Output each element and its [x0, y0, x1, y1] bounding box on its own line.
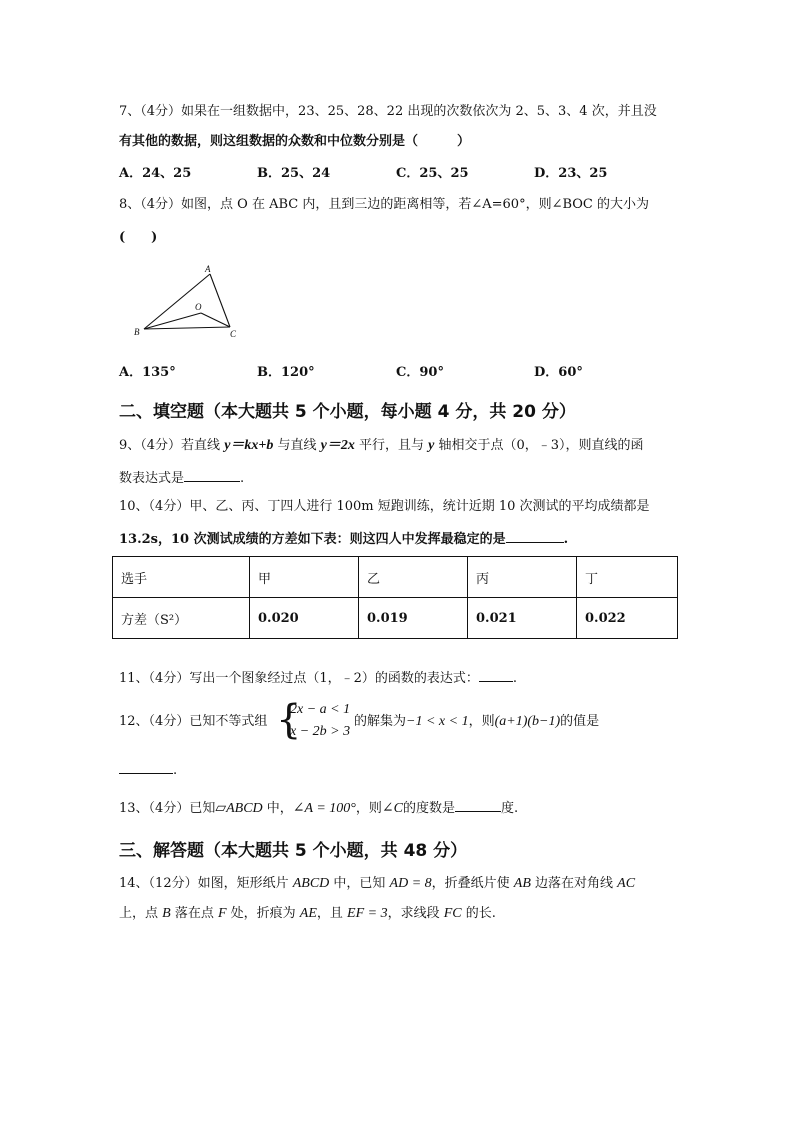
triangle-figure — [130, 262, 250, 342]
q12-brace: { — [276, 697, 302, 743]
q12-suffix: 的值是 — [560, 714, 600, 729]
q14-text: 落在点 — [170, 906, 218, 921]
q14-text: 上，点 — [119, 906, 163, 921]
segment-bo — [144, 313, 201, 329]
q14-text: 的长. — [461, 906, 496, 921]
q12-range: −1 < x < 1 — [406, 714, 469, 729]
q14-math: AC — [617, 876, 636, 891]
table-header-cell: 选手 — [113, 557, 250, 598]
q11-end: . — [512, 671, 517, 686]
section-2-title: 二、填空题（本大题共 5 个小题，每小题 4 分，共 20 分） — [119, 402, 576, 422]
q14-line2 — [119, 904, 496, 924]
q12-line2 — [119, 759, 177, 781]
q7-line1: 7、（4分）如果在一组数据中，23、25、28、22 出现的次数依次为 2、5、3、4 次，并且没 — [119, 104, 657, 119]
q13-angle-a: ∠A = 100° — [292, 801, 356, 816]
q12-answer-blank — [119, 759, 173, 774]
q9-y-variable: y — [428, 438, 435, 453]
q13-mid: 中， — [262, 801, 293, 816]
q11-text: 11、（4分）写出一个图象经过点（1，﹣2）的函数的表达式： — [119, 671, 479, 686]
q8-line1: 8、（4分）如图，点 O 在 ABC 内，且到三边的距离相等，若∠A=60°，则∠BOC 的大小为 — [119, 197, 649, 212]
q7-option-d: D．23、25 — [534, 166, 608, 181]
q12-mid: 的解集为 — [354, 714, 407, 729]
q13-line — [119, 797, 518, 819]
q9-line2 — [119, 467, 244, 489]
q7-option-c: C．25、25 — [396, 166, 469, 181]
q14-text: ，求线段 — [387, 906, 444, 921]
q9-prefix: 9、（4分）若直线 — [119, 438, 225, 453]
vertex-label-a: A — [205, 264, 211, 274]
q9-mid1: 与直线 — [273, 438, 321, 453]
q9-equation-2: y＝2x — [320, 438, 355, 453]
q14-text: 边落在对角线 — [530, 876, 618, 891]
q10-line1: 10、（4分）甲、乙、丙、丁四人进行 100m 短跑训练，统计近期 10 次测试的平均成绩都是 — [119, 499, 650, 514]
q7-option-b: B．25、24 — [257, 166, 331, 181]
q14-text: 处，折痕为 — [226, 906, 300, 921]
table-header-cell: 甲 — [250, 557, 359, 598]
q14-math: ABCD — [292, 876, 330, 891]
q9-mid3: 轴相交于点（0，﹣3），则直线的函 — [434, 438, 644, 453]
vertex-label-c: C — [230, 329, 237, 339]
table-header-cell: 丙 — [468, 557, 577, 598]
q13-angle-c: ∠C — [381, 801, 403, 816]
q14-text: 14、（12分）如图，矩形纸片 — [119, 876, 293, 891]
q14-math: B — [162, 906, 171, 921]
q14-math: AB — [513, 876, 531, 891]
table-cell: 0.019 — [359, 598, 468, 639]
q14-math: AE — [299, 906, 317, 921]
q14-math: FC — [443, 906, 462, 921]
q9-answer-blank — [184, 467, 240, 482]
q9-line1 — [119, 436, 644, 456]
section-3-title: 三、解答题（本大题共 5 个小题，共 48 分） — [119, 841, 468, 861]
q12-expression: (a+1)(b−1) — [494, 714, 561, 729]
q12-mid2: ，则 — [468, 714, 495, 729]
q9-end: . — [240, 471, 245, 486]
q10-answer-blank — [506, 528, 564, 543]
q7-line2: 有其他的数据，则这组数据的众数和中位数分别是（ ） — [119, 134, 471, 149]
table-cell: 0.022 — [577, 598, 678, 639]
q14-line1 — [119, 874, 635, 894]
q10-line2-text: 13.2s，10 次测试成绩的方差如下表：则这四人中发挥最稳定的是 — [119, 532, 506, 547]
q13-suffix: 的度数是 — [402, 801, 455, 816]
q13-answer-blank — [455, 797, 501, 812]
table-cell: 0.020 — [250, 598, 359, 639]
q11-line — [119, 667, 517, 689]
variance-table — [112, 556, 678, 639]
table-header-row — [113, 557, 678, 598]
table-cell: 0.021 — [468, 598, 577, 639]
q14-text: ，且 — [316, 906, 348, 921]
q9-mid2: 平行，且与 — [354, 438, 429, 453]
q13-prefix: 13、（4分）已知 — [119, 801, 216, 816]
q10-line2 — [119, 528, 568, 550]
q14-text: 中，已知 — [329, 876, 390, 891]
q14-math: EF = 3 — [347, 906, 388, 921]
q9-line2-text: 数表达式是 — [119, 471, 185, 486]
q14-math: AD = 8 — [389, 876, 432, 891]
q8-option-c: C．90° — [396, 365, 444, 380]
q13-shape: ▱ABCD — [215, 801, 263, 816]
q10-end: . — [563, 532, 569, 547]
q13-mid2: ，则 — [355, 801, 382, 816]
table-row-label: 方差（S²） — [113, 598, 250, 639]
side-bc — [144, 327, 230, 329]
table-header-cell: 丁 — [577, 557, 678, 598]
q14-math: F — [217, 906, 227, 921]
q12-inequality-2: x − 2b > 3 — [290, 724, 351, 739]
q12-end: . — [173, 763, 178, 778]
table-row — [113, 598, 678, 639]
q12-rest — [354, 712, 599, 732]
q8-option-a: A．135° — [119, 365, 176, 380]
q8-option-d: D．60° — [534, 365, 583, 380]
q7-option-a: A．24、25 — [119, 166, 192, 181]
point-label-o: O — [195, 302, 202, 312]
vertex-label-b: B — [134, 327, 140, 337]
q11-answer-blank — [479, 667, 513, 682]
q8-option-b: B．120° — [257, 365, 315, 380]
q8-line2: ( ) — [119, 230, 158, 245]
q9-equation-1: y＝kx+b — [224, 438, 274, 453]
q12-prefix: 12、（4分）已知不等式组 — [119, 714, 268, 729]
q13-end: 度. — [500, 801, 519, 816]
q14-text: ，折叠纸片使 — [431, 876, 514, 891]
table-header-cell: 乙 — [359, 557, 468, 598]
q12-inequality-1: 2x − a < 1 — [290, 702, 351, 717]
